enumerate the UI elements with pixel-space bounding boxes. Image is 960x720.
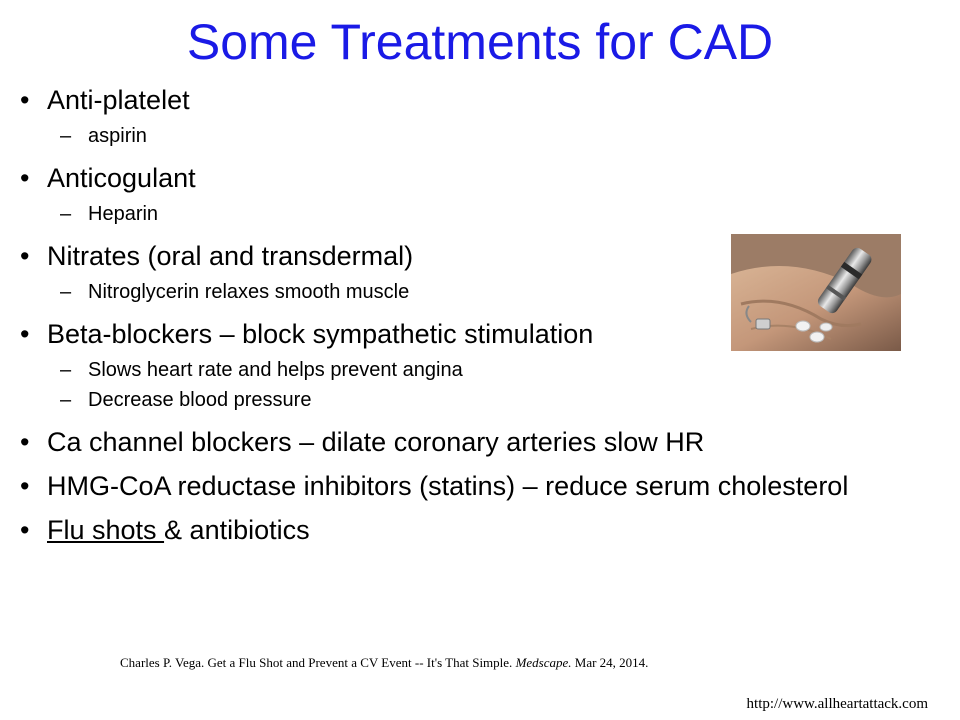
- sub-item: [20, 386, 920, 414]
- citation-date: Mar 24, 2014.: [571, 655, 649, 670]
- bullet-icon: •: [20, 427, 30, 457]
- sub-item: [20, 200, 920, 228]
- pill-container-photo-icon: [731, 234, 901, 351]
- item-text: Ca channel blockers – dilate coronary arteries slow HR: [47, 427, 705, 457]
- bullet-icon: •: [20, 163, 30, 193]
- item-text: Nitrates (oral and transdermal): [47, 241, 414, 271]
- item-text: Anti-platelet: [47, 85, 190, 115]
- citation: [120, 654, 860, 672]
- nitroglycerin-photo: [731, 234, 901, 351]
- list-item: [20, 426, 920, 458]
- sub-item-text: Heparin: [88, 203, 159, 225]
- source-url: http://www.allheartattack.com: [746, 696, 928, 712]
- sub-item-text: Slows heart rate and helps prevent angina: [88, 359, 463, 381]
- dash-icon: –: [60, 125, 72, 147]
- sub-item: [20, 122, 920, 150]
- sub-item: [20, 356, 920, 384]
- bullet-icon: •: [20, 515, 30, 545]
- dash-icon: –: [60, 359, 72, 381]
- dash-icon: –: [60, 281, 72, 303]
- sub-item-text: Decrease blood pressure: [88, 389, 312, 411]
- list-item: [20, 514, 920, 546]
- bullet-icon: •: [20, 85, 30, 115]
- citation-journal: Medscape.: [515, 655, 572, 670]
- bullet-icon: •: [20, 241, 30, 271]
- dash-icon: –: [60, 389, 72, 411]
- item-text: HMG-CoA reductase inhibitors (statins) – reduce serum cholesterol: [47, 471, 849, 501]
- list-item: [20, 84, 920, 116]
- bullet-icon: •: [20, 471, 30, 501]
- list-item: [20, 470, 920, 502]
- sub-item-text: aspirin: [88, 125, 147, 147]
- bullet-icon: •: [20, 319, 30, 349]
- list-item: [20, 162, 920, 194]
- item-text: & antibiotics: [164, 515, 310, 545]
- slide-title: Some Treatments for CAD: [186, 14, 774, 70]
- sub-item-text: Nitroglycerin relaxes smooth muscle: [88, 281, 410, 303]
- flu-shots-text: Flu shots: [47, 515, 165, 545]
- dash-icon: –: [60, 203, 72, 225]
- item-text: Beta-blockers – block sympathetic stimulation: [47, 319, 594, 349]
- item-text: Anticogulant: [47, 163, 196, 193]
- citation-text: Charles P. Vega. Get a Flu Shot and Prevent a CV Event -- It's That Simple.: [120, 655, 516, 670]
